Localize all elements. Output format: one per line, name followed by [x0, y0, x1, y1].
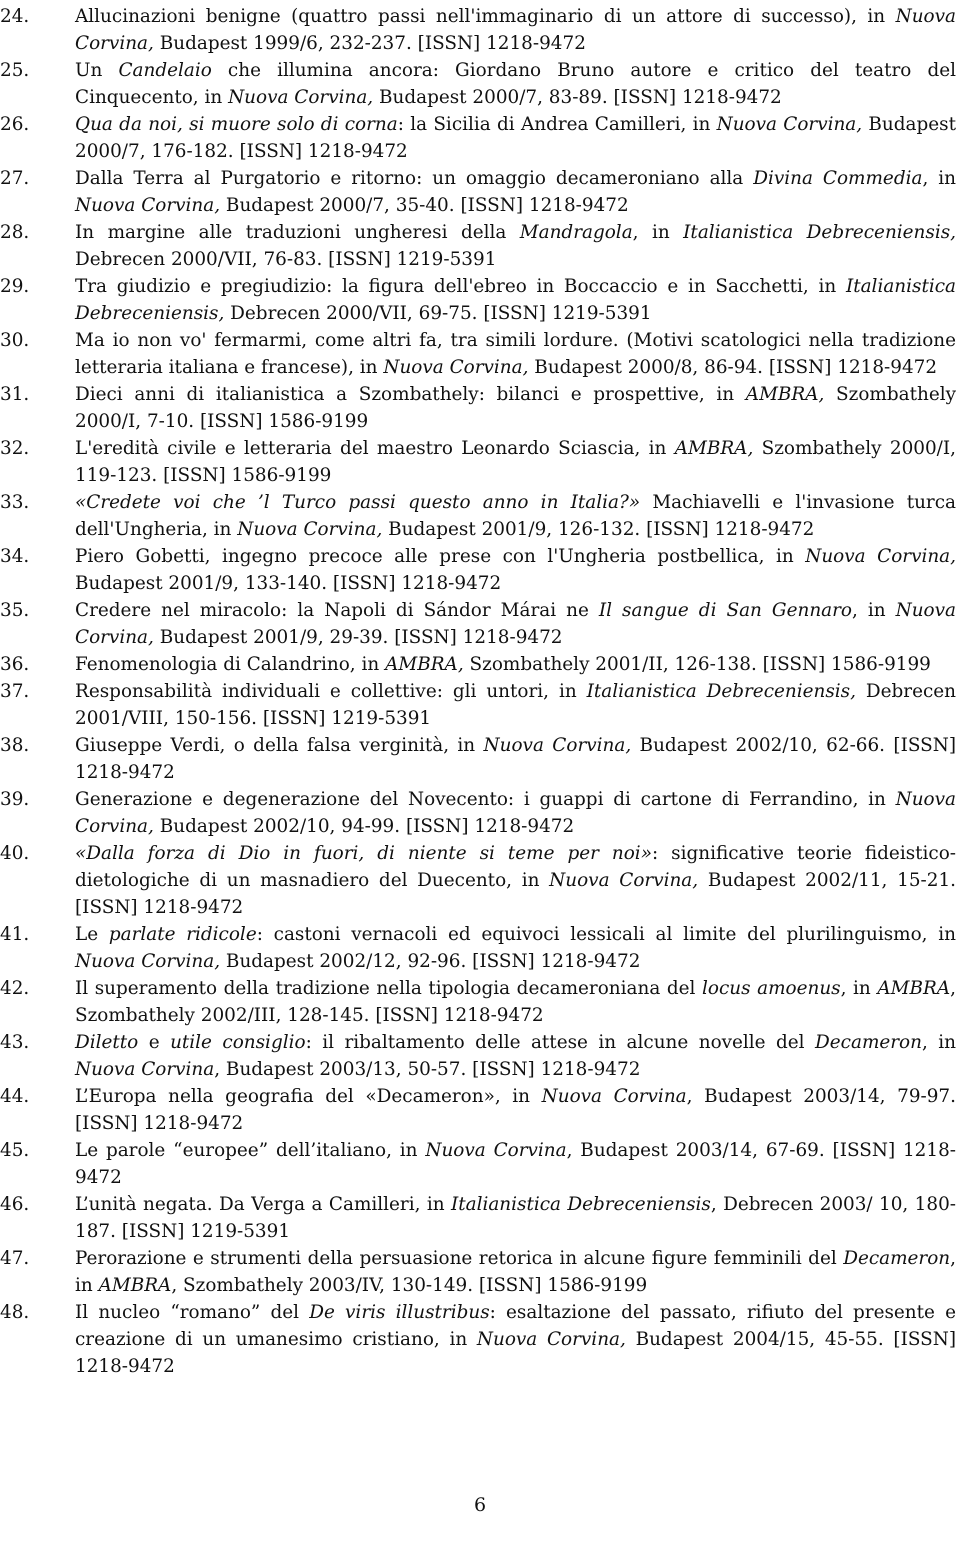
entry-number: 42. [0, 978, 30, 999]
entry-text-segment: Debrecen 2000/VII, 69-75. [ISSN] 1219-5391 [224, 303, 652, 324]
entry-text [75, 789, 956, 837]
italic-title: Nuova Corvina, [805, 546, 956, 567]
entry-text-segment: , in [840, 978, 878, 999]
entry-text-segment: Le parole “europee” dell’italiano, in [75, 1140, 426, 1161]
entry-text-segment: : esaltazione del passato, rifiuto del presente e creazione di un umanesimo cristiano, in [75, 1302, 956, 1350]
bibliography-entry [0, 111, 960, 165]
italic-title: Nuova Corvina [75, 1059, 215, 1080]
entry-text-segment: che illumina ancora: Giordano Bruno autore e critico del teatro del Cinquecento, in [75, 60, 956, 108]
italic-title: Il sangue di San Gennaro [598, 600, 852, 621]
entry-number: 27. [0, 168, 30, 189]
italic-title: AMBRA [98, 1275, 172, 1296]
entry-number: 31. [0, 384, 30, 405]
italic-title: Italianistica Debreceniensis, [586, 681, 856, 702]
entry-text-segment: Credere nel miracolo: la Napoli di Sándor Márai ne [75, 600, 599, 621]
entry-text [75, 654, 931, 675]
bibliography-entry [0, 435, 960, 489]
entry-text-segment: Budapest 2004/15, 45-55. [ISSN] 1218-9472 [75, 1329, 957, 1377]
entry-text-segment: : castoni vernacoli ed equivoci lessicali al limite del plurilinguismo, in [256, 924, 956, 945]
italic-title: Italianistica Debreceniensis, [683, 222, 957, 243]
entry-text [75, 924, 956, 972]
italic-title: parlate ridicole [108, 924, 257, 945]
entry-text-segment: Budapest 2001/9, 29-39. [ISSN] 1218-9472 [153, 627, 563, 648]
entry-text-segment: In margine alle traduzioni ungheresi della [75, 222, 520, 243]
entry-number: 48. [0, 1302, 30, 1323]
entry-text-segment: Budapest 2002/11, 15-21. [ISSN] 1218-9472 [75, 870, 956, 918]
entry-text-segment: Perorazione e strumenti della persuasione retorica in alcune figure femminili del [75, 1248, 844, 1269]
entry-number: 24. [0, 6, 30, 27]
italic-title: Nuova Corvina, [75, 6, 956, 54]
entry-number: 35. [0, 600, 30, 621]
entry-text [75, 1086, 956, 1134]
italic-title: Mandragola [519, 222, 633, 243]
entry-number: 37. [0, 681, 30, 702]
entry-number: 44. [0, 1086, 30, 1107]
italic-title: Italianistica Debreceniensis [450, 1194, 711, 1215]
entry-text-segment: Budapest 2002/10, 94-99. [ISSN] 1218-9472 [153, 816, 575, 837]
entry-text-segment: Il superamento della tradizione nella tipologia decameroniana del [75, 978, 702, 999]
italic-title: Nuova Corvina, [716, 114, 863, 135]
entry-text-segment: Il nucleo “romano” del [75, 1302, 310, 1323]
entry-text [75, 546, 956, 594]
entry-text-segment: Tra giudizio e pregiudizio: la figura dell'ebreo in Boccaccio e in Sacchetti, in [75, 276, 846, 297]
entry-text [75, 1032, 956, 1080]
entry-text-segment: e [138, 1032, 171, 1053]
entry-text [75, 681, 956, 729]
entry-text [75, 492, 956, 540]
entry-text-segment: Budapest 2000/7, 35-40. [ISSN] 1218-9472 [220, 195, 629, 216]
entry-text-segment: Debrecen 2001/VIII, 150-156. [ISSN] 1219-5391 [75, 681, 956, 729]
entry-number: 47. [0, 1248, 30, 1269]
entry-text-segment: : la Sicilia di Andrea Camilleri, in [397, 114, 717, 135]
entry-number: 28. [0, 222, 30, 243]
bibliography-entry [0, 1245, 960, 1299]
bibliography-entry [0, 1137, 960, 1191]
italic-title: «Dalla forza di Dio in fuori, di niente si teme per noi» [75, 843, 652, 864]
entry-text [75, 60, 956, 108]
entry-text-segment: Un [75, 60, 119, 81]
italic-title: Nuova Corvina, [383, 357, 529, 378]
italic-title: Nuova Corvina, [549, 870, 699, 891]
italic-title: Nuova Corvina, [75, 951, 221, 972]
italic-title: «Credete voi che ’l Turco passi questo anno in Italia?» [75, 492, 641, 513]
entry-text-segment: , in [922, 168, 956, 189]
entry-text [75, 735, 956, 783]
bibliography-entry [0, 57, 960, 111]
entry-text [75, 1140, 956, 1188]
entry-text-segment: Ma io non vo' fermarmi, come altri fa, tra simili lordure. (Motivi scatologici nella tradizione letteraria italiana e francese), in [75, 330, 956, 378]
bibliography-entry [0, 489, 960, 543]
bibliography-entry [0, 732, 960, 786]
bibliography-entry [0, 1191, 960, 1245]
entry-text-segment: Budapest 2000/7, 176-182. [ISSN] 1218-9472 [75, 114, 956, 162]
entry-number: 30. [0, 330, 30, 351]
italic-title: Diletto [75, 1032, 139, 1053]
entry-text-segment: Fenomenologia di Calandrino, in [75, 654, 386, 675]
entry-number: 41. [0, 924, 30, 945]
bibliography-entry [0, 975, 960, 1029]
entry-number: 46. [0, 1194, 30, 1215]
italic-title: Candelaio [118, 60, 212, 81]
italic-title: Nuova Corvina, [483, 735, 632, 756]
entry-text-segment: , in [75, 1248, 956, 1296]
bibliography-entry [0, 1083, 960, 1137]
entry-text [75, 222, 956, 270]
entry-text-segment: : il ribaltamento delle attese in alcune novelle del [305, 1032, 816, 1053]
entry-text [75, 276, 956, 324]
bibliography-entry [0, 651, 960, 678]
bibliography-entry [0, 786, 960, 840]
bibliography-entry [0, 219, 960, 273]
entry-text-segment: Responsabilità individuali e collettive: gli untori, in [75, 681, 587, 702]
entry-text-segment: Generazione e degenerazione del Novecento: i guappi di cartone di Ferrandino, in [75, 789, 896, 810]
italic-title: De viris illustribus [309, 1302, 490, 1323]
bibliography-entry [0, 327, 960, 381]
entry-number: 34. [0, 546, 30, 567]
entry-number: 26. [0, 114, 30, 135]
bibliography-list [0, 3, 960, 1380]
entry-text-segment: Szombathely 2000/I, 119-123. [ISSN] 1586-9199 [75, 438, 956, 486]
entry-number: 33. [0, 492, 30, 513]
entry-text-segment: Budapest 2001/9, 133-140. [ISSN] 1218-9472 [75, 573, 502, 594]
entry-text-segment: Budapest 2000/8, 86-94. [ISSN] 1218-9472 [528, 357, 938, 378]
entry-text-segment: Budapest 2001/9, 126-132. [ISSN] 1218-9472 [382, 519, 815, 540]
entry-number: 25. [0, 60, 30, 81]
entry-text-segment: , Budapest 2003/14, 79-97. [ISSN] 1218-9472 [75, 1086, 956, 1134]
entry-text-segment: Machiavelli e l'invasione turca dell'Ungheria, in [75, 492, 956, 540]
italic-title: AMBRA, [385, 654, 464, 675]
entry-number: 38. [0, 735, 30, 756]
entry-text-segment: L’Europa nella geografia del «Decameron», in [75, 1086, 542, 1107]
entry-text-segment: , Debrecen 2003/ 10, 180-187. [ISSN] 1219-5391 [75, 1194, 956, 1242]
italic-title: locus amoenus [702, 978, 841, 999]
entry-number: 43. [0, 1032, 30, 1053]
entry-text-segment: Budapest 2000/7, 83-89. [ISSN] 1218-9472 [373, 87, 782, 108]
entry-text-segment: Szombathely 2000/I, 7-10. [ISSN] 1586-9199 [75, 384, 956, 432]
italic-title: Divina Commedia [753, 168, 923, 189]
italic-title: Nuova Corvina, [75, 789, 956, 837]
entry-text-segment: Dalla Terra al Purgatorio e ritorno: un omaggio decameroniano alla [75, 168, 754, 189]
entry-text-segment: , in [852, 600, 896, 621]
italic-title: Decameron [815, 1032, 922, 1053]
entry-text-segment: Budapest 2002/10, 62-66. [ISSN] 1218-9472 [75, 735, 956, 783]
entry-text [75, 330, 956, 378]
bibliography-entry [0, 1299, 960, 1380]
italic-title: AMBRA, [745, 384, 825, 405]
entry-text [75, 384, 956, 432]
entry-text-segment: Budapest 1999/6, 232-237. [ISSN] 1218-9472 [153, 33, 586, 54]
entry-number: 45. [0, 1140, 30, 1161]
entry-text-segment: , Budapest 2003/13, 50-57. [ISSN] 1218-9472 [214, 1059, 641, 1080]
entry-text-segment: Debrecen 2000/VII, 76-83. [ISSN] 1219-5391 [75, 249, 497, 270]
entry-text [75, 600, 956, 648]
entry-text [75, 1302, 956, 1377]
entry-text-segment: : significative teorie fideistico-dietologiche di un masnadiero del Duecento, in [75, 843, 956, 891]
italic-title: utile consiglio [170, 1032, 306, 1053]
italic-title: AMBRA, [674, 438, 754, 459]
bibliography-entry [0, 381, 960, 435]
entry-text [75, 1194, 956, 1242]
italic-title: Nuova Corvina, [237, 519, 383, 540]
entry-text [75, 6, 956, 54]
entry-text-segment: L’unità negata. Da Verga a Camilleri, in [75, 1194, 451, 1215]
entry-text-segment: L'eredità civile e letteraria del maestro Leonardo Sciascia, in [75, 438, 675, 459]
entry-text-segment: Budapest 2002/12, 92-96. [ISSN] 1218-9472 [220, 951, 641, 972]
bibliography-entry [0, 543, 960, 597]
bibliography-entry [0, 3, 960, 57]
entry-text-segment: , Szombathely 2002/III, 128-145. [ISSN] 1218-9472 [75, 978, 956, 1026]
entry-text [75, 168, 956, 216]
italic-title: Qua da noi, si muore solo di corna [75, 114, 398, 135]
italic-title: Nuova Corvina [425, 1140, 567, 1161]
entry-text-segment: , Szombathely 2003/IV, 130-149. [ISSN] 1586-9199 [171, 1275, 648, 1296]
bibliography-entry [0, 678, 960, 732]
entry-number: 40. [0, 843, 30, 864]
entry-text-segment: Giuseppe Verdi, o della falsa verginità, in [75, 735, 484, 756]
entry-text [75, 1248, 956, 1296]
bibliography-entry [0, 840, 960, 921]
italic-title: Decameron [843, 1248, 951, 1269]
entry-text-segment: , Budapest 2003/14, 67-69. [ISSN] 1218-9472 [75, 1140, 956, 1188]
entry-text-segment: Piero Gobetti, ingegno precoce alle prese con l'Ungheria postbellica, in [75, 546, 806, 567]
page-number: 6 [473, 1494, 487, 1516]
italic-title: Nuova Corvina, [476, 1329, 626, 1350]
entry-number: 32. [0, 438, 30, 459]
entry-number: 29. [0, 276, 30, 297]
entry-text-segment: , in [632, 222, 684, 243]
bibliography-entry [0, 165, 960, 219]
entry-number: 39. [0, 789, 30, 810]
italic-title: Italianistica Debreceniensis, [75, 276, 956, 324]
entry-text [75, 438, 956, 486]
entry-text [75, 114, 956, 162]
italic-title: Nuova Corvina, [228, 87, 374, 108]
entry-text-segment: Szombathely 2001/II, 126-138. [ISSN] 1586-9199 [463, 654, 931, 675]
entry-text [75, 978, 956, 1026]
italic-title: Nuova Corvina, [75, 195, 221, 216]
italic-title: Nuova Corvina, [75, 600, 956, 648]
entry-text-segment: Dieci anni di italianistica a Szombathely: bilanci e prospettive, in [75, 384, 746, 405]
bibliography-entry [0, 921, 960, 975]
italic-title: Nuova Corvina [541, 1086, 687, 1107]
entry-text-segment: Le [75, 924, 109, 945]
entry-text-segment: Allucinazioni benigne (quattro passi nell'immaginario di un attore di successo), in [75, 6, 896, 27]
italic-title: AMBRA [877, 978, 951, 999]
entry-text-segment: , in [921, 1032, 957, 1053]
entry-number: 36. [0, 654, 30, 675]
bibliography-entry [0, 273, 960, 327]
bibliography-entry [0, 1029, 960, 1083]
entry-text [75, 843, 956, 918]
bibliography-entry [0, 597, 960, 651]
